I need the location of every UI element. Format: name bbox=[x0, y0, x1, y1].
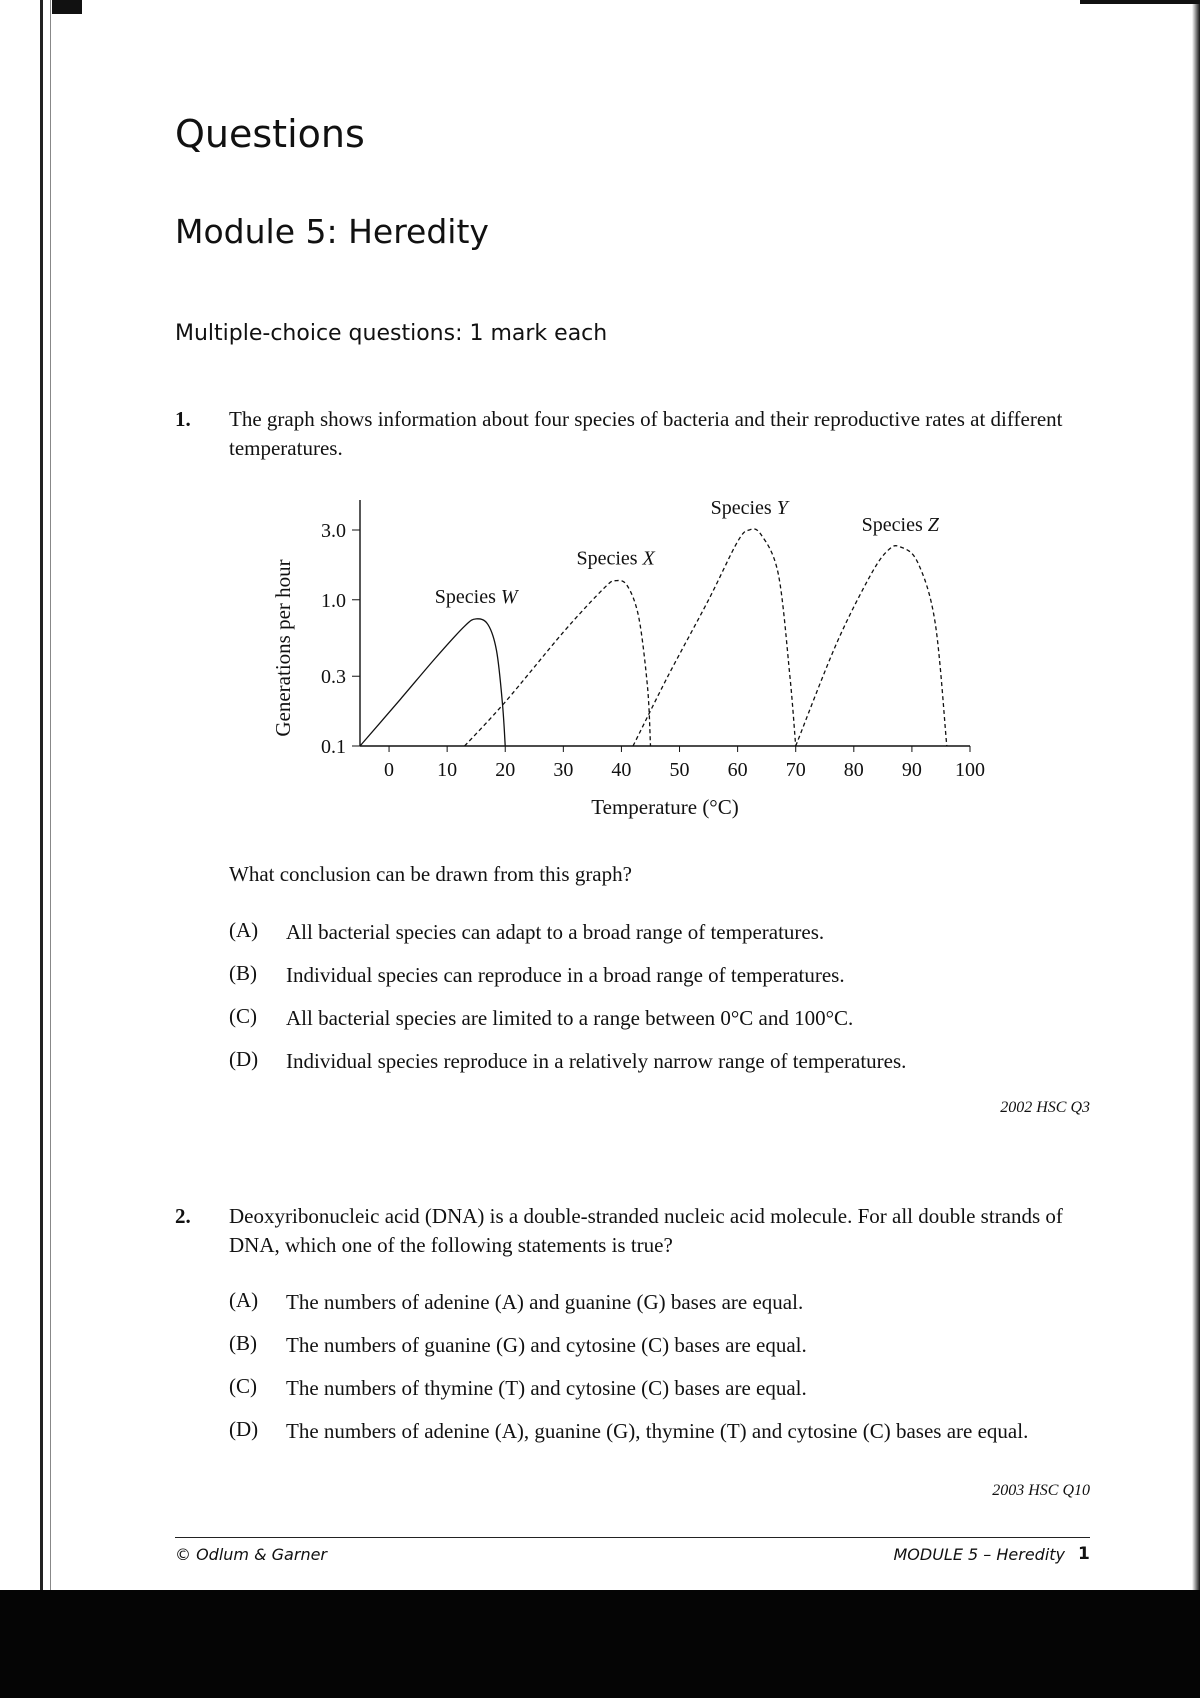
species-y-curve bbox=[633, 529, 796, 746]
q2-option-d-letter: (D) bbox=[229, 1417, 259, 1441]
species-x-label: Species X bbox=[576, 547, 655, 570]
q1-option-b-letter: (B) bbox=[229, 961, 257, 985]
x-tick-label: 60 bbox=[727, 759, 748, 781]
scan-corner-left bbox=[52, 0, 82, 14]
chart-labels bbox=[271, 497, 940, 819]
q2-option-b[interactable]: The numbers of guanine (G) and cytosine (C) bases are equal. bbox=[286, 1333, 807, 1357]
page-title: Questions bbox=[175, 112, 365, 156]
section-heading: Multiple-choice questions: 1 mark each bbox=[175, 321, 608, 346]
y-axis-label: Generations per hour bbox=[271, 559, 295, 737]
question-1-stem: The graph shows information about four species of bacteria and their reproductive rates at different temperatures. bbox=[229, 407, 1063, 460]
q1-option-a[interactable]: All bacterial species can adapt to a broad range of temperatures. bbox=[286, 920, 825, 944]
scan-edge-left bbox=[40, 0, 43, 1590]
x-tick-label: 100 bbox=[955, 759, 985, 781]
x-tick-label: 50 bbox=[669, 759, 690, 781]
x-axis-label: Temperature (°C) bbox=[591, 795, 739, 819]
footer-copyright: © Odlum & Garner bbox=[175, 1545, 327, 1564]
q1-option-c-letter: (C) bbox=[229, 1004, 257, 1028]
footer-module: MODULE 5 – Heredity bbox=[893, 1545, 1065, 1564]
q1-option-d[interactable]: Individual species reproduce in a relatively narrow range of temperatures. bbox=[286, 1049, 907, 1073]
question-2-stem: Deoxyribonucleic acid (DNA) is a double-stranded nucleic acid molecule. For all double strands of DNA, which one of the following statements is true? bbox=[229, 1204, 1063, 1257]
scan-edge-left-inner bbox=[50, 0, 51, 1590]
x-tick-label: 0 bbox=[384, 759, 395, 781]
x-tick-label: 40 bbox=[611, 759, 632, 781]
x-tick-label: 70 bbox=[785, 759, 806, 781]
q1-option-c[interactable]: All bacterial species are limited to a range between 0°C and 100°C. bbox=[286, 1006, 854, 1030]
footer-page-number: 1 bbox=[1078, 1544, 1090, 1564]
scan-edge-right bbox=[1192, 0, 1200, 1590]
footer-divider bbox=[175, 1537, 1090, 1538]
species-z-label: Species Z bbox=[861, 513, 939, 536]
chart-axes bbox=[321, 500, 985, 781]
question-2-source: 2003 HSC Q10 bbox=[992, 1482, 1090, 1499]
module-heading: Module 5: Heredity bbox=[175, 212, 489, 251]
chart bbox=[250, 490, 1010, 830]
scan-corner-right bbox=[1080, 0, 1200, 4]
y-tick-label: 3.0 bbox=[321, 520, 346, 542]
question-2-number: 2. bbox=[175, 1204, 191, 1228]
x-tick-label: 10 bbox=[437, 759, 458, 781]
species-y-label: Species Y bbox=[710, 497, 788, 519]
x-tick-label: 30 bbox=[553, 759, 574, 781]
q2-option-c-letter: (C) bbox=[229, 1374, 257, 1398]
x-tick-label: 80 bbox=[843, 759, 864, 781]
q2-option-d[interactable]: The numbers of adenine (A), guanine (G), thymine (T) and cytosine (C) bases are equal. bbox=[286, 1419, 1029, 1443]
scan-bottom-band bbox=[0, 1590, 1200, 1698]
q2-option-a[interactable]: The numbers of adenine (A) and guanine (G) bases are equal. bbox=[286, 1290, 804, 1314]
q2-option-c[interactable]: The numbers of thymine (T) and cytosine (C) bases are equal. bbox=[286, 1376, 807, 1400]
q2-option-b-letter: (B) bbox=[229, 1331, 257, 1355]
y-tick-label: 1.0 bbox=[321, 589, 346, 612]
q1-option-a-letter: (A) bbox=[229, 918, 259, 942]
y-tick-label: 0.3 bbox=[321, 666, 346, 689]
question-1-prompt: What conclusion can be drawn from this graph? bbox=[229, 862, 632, 886]
species-z-curve bbox=[796, 546, 947, 746]
q2-option-a-letter: (A) bbox=[229, 1288, 259, 1312]
species-w-label: Species W bbox=[434, 585, 518, 608]
question-1-source: 2002 HSC Q3 bbox=[1000, 1099, 1090, 1116]
species-w-curve bbox=[360, 619, 505, 746]
x-tick-label: 90 bbox=[901, 759, 922, 781]
y-tick-label: 0.1 bbox=[321, 736, 346, 758]
x-tick-label: 20 bbox=[495, 759, 516, 781]
question-1-number: 1. bbox=[175, 407, 191, 431]
q1-option-d-letter: (D) bbox=[229, 1047, 259, 1071]
q1-option-b[interactable]: Individual species can reproduce in a broad range of temperatures. bbox=[286, 963, 845, 987]
